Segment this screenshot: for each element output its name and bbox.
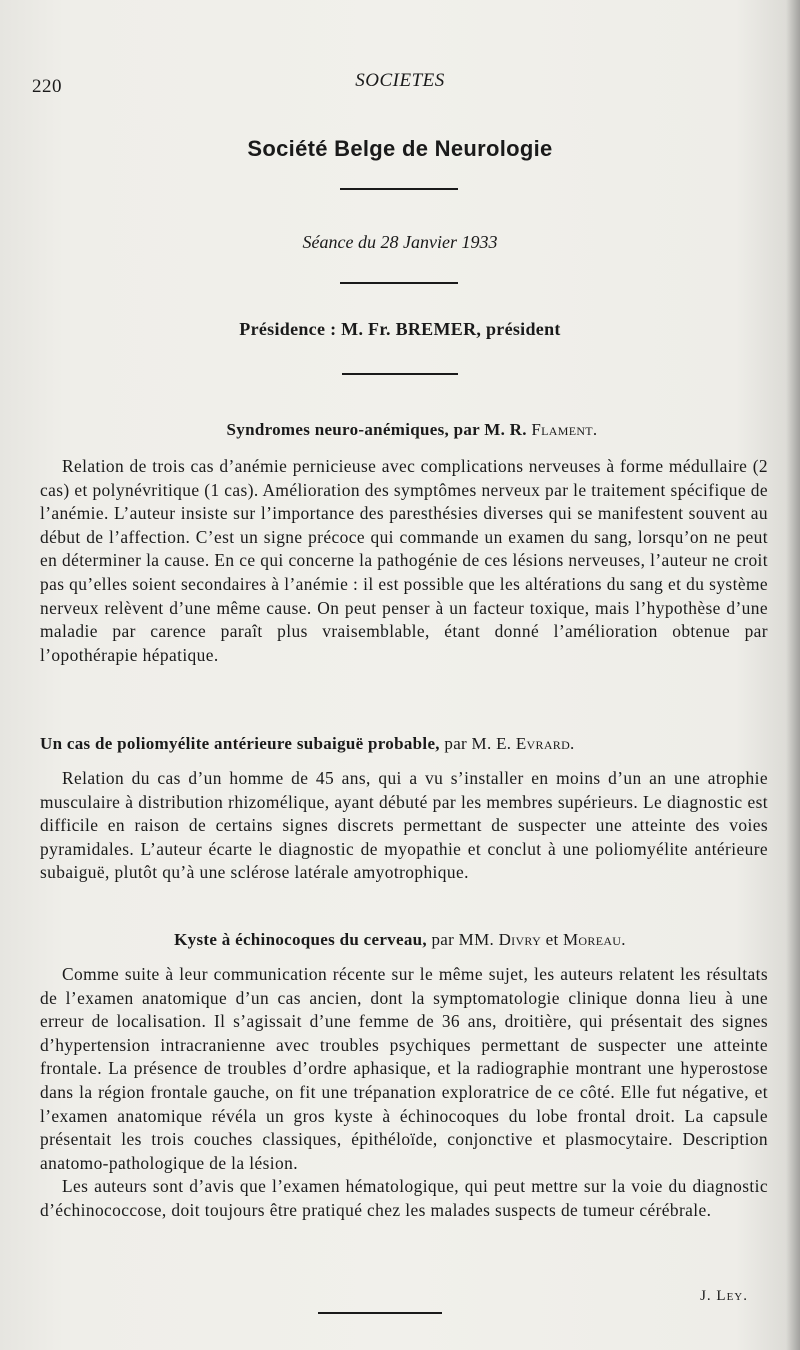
running-head: SOCIETES — [355, 70, 445, 91]
paragraph: Relation de trois cas d’anémie pernicieuse avec complications nerveuses à forme médullaire (2 cas) et polynévritique (1 cas). Amélioration des symptômes nerveux par le traitement spécifique de l’anémie. L’auteur insiste sur l’importance des paresthésies diverses qui se manifestent souvent au début de l’affection. C’est un signe précoce qui commande un examen du sang, lorsqu’on ne peut en déterminer la cause. En ce qui concerne la pathogénie de ces lésions nerveuses, l’auteur ne croit pas qu’elles soient secondaires à l’anémie : il est possible que les altérations du sang et du système nerveux relèvent d’une même cause. On peut penser à un facteur toxique, mais l’hypothèse d’une maladie par carence paraît plus vraisemblable, étant donné l’amélioration obtenue par l’opothérapie hépatique. — [40, 456, 768, 665]
signature-name: Ley. — [716, 1288, 748, 1304]
society-title: Société Belge de Neurologie — [247, 136, 553, 161]
section-title-text: Un cas de poliomyélite antérieure subaiguë probable, — [40, 734, 445, 753]
closing-rule — [318, 1312, 442, 1314]
section-title-poliomyelitis — [40, 734, 575, 754]
divider-rule — [342, 373, 458, 375]
section-by: par MM. — [431, 930, 499, 949]
section-body-neuro-anemic — [40, 455, 768, 667]
page-number: 220 — [32, 76, 62, 97]
section-body-poliomyelitis — [40, 767, 768, 885]
signature — [700, 1288, 748, 1305]
presidency-line: Présidence : M. Fr. BREMER, président — [239, 319, 561, 339]
section-title-text: Syndromes neuro-anémiques, par M. R. — [226, 420, 532, 439]
session-date: Séance du 28 Janvier 1933 — [302, 232, 498, 252]
section-by: par M. E. — [444, 734, 516, 753]
section-title-echinococcus — [0, 930, 800, 950]
section-title-text: Kyste à échinocoques du cerveau, — [174, 930, 432, 949]
section-and: et — [541, 930, 564, 949]
section-title-neuro-anemic — [0, 420, 800, 440]
page-header — [32, 70, 768, 100]
divider-rule — [340, 282, 458, 284]
section-body-echinococcus — [40, 963, 768, 1223]
signature-initial: J. — [700, 1288, 717, 1304]
section-author: Flament. — [531, 420, 598, 439]
section-author: Divry — [498, 930, 542, 949]
section-author-2: Moreau. — [563, 930, 626, 949]
paragraph: Relation du cas d’un homme de 45 ans, qui a vu s’installer en moins d’un an une atrophie musculaire à distribution rhizomélique, ayant débuté par les membres supérieurs. Le diagnostic est difficile en raison de certains signes discrets permettant de suspecter une atteinte des voies pyramidales. L’auteur écarte le diagnostic de myopathie et conclut à une poliomyélite antérieure subaiguë, plutôt qu’à une sclérose latérale amyotrophique. — [40, 768, 768, 883]
divider-rule — [340, 188, 458, 190]
paragraph: Les auteurs sont d’avis que l’examen hématologique, qui peut mettre sur la voie du diagnostic d’échinococcose, doit toujours être pratiqué chez les malades suspects de tumeur cérébrale. — [40, 1176, 768, 1220]
section-author: Evrard. — [515, 734, 575, 753]
page-edge-shadow — [786, 0, 800, 1350]
paragraph: Comme suite à leur communication récente sur le même sujet, les auteurs relatent les résultats de l’examen anatomique d’un cas ancien, dont la symptomatologie clinique donna lieu à une erreur de localisation. Il s’agissait d’une femme de 36 ans, droitière, qui présentait des signes d’hypertension intracranienne avec troubles psychiques permettant de suspecter une atteinte frontale. La présence de troubles d’ordre aphasique, et la radiographie montrant une hyperostose dans la région frontale gauche, on fit une trépanation exploratrice de ce côté. Elle fut négative, et l’examen anatomique révéla un gros kyste à échinocoques du lobe frontal droit. La capsule présentait les trois couches classiques, épithéloïde, conjonctive et plasmocytaire. Description anatomo-pathologique de la lésion. — [40, 964, 768, 1173]
